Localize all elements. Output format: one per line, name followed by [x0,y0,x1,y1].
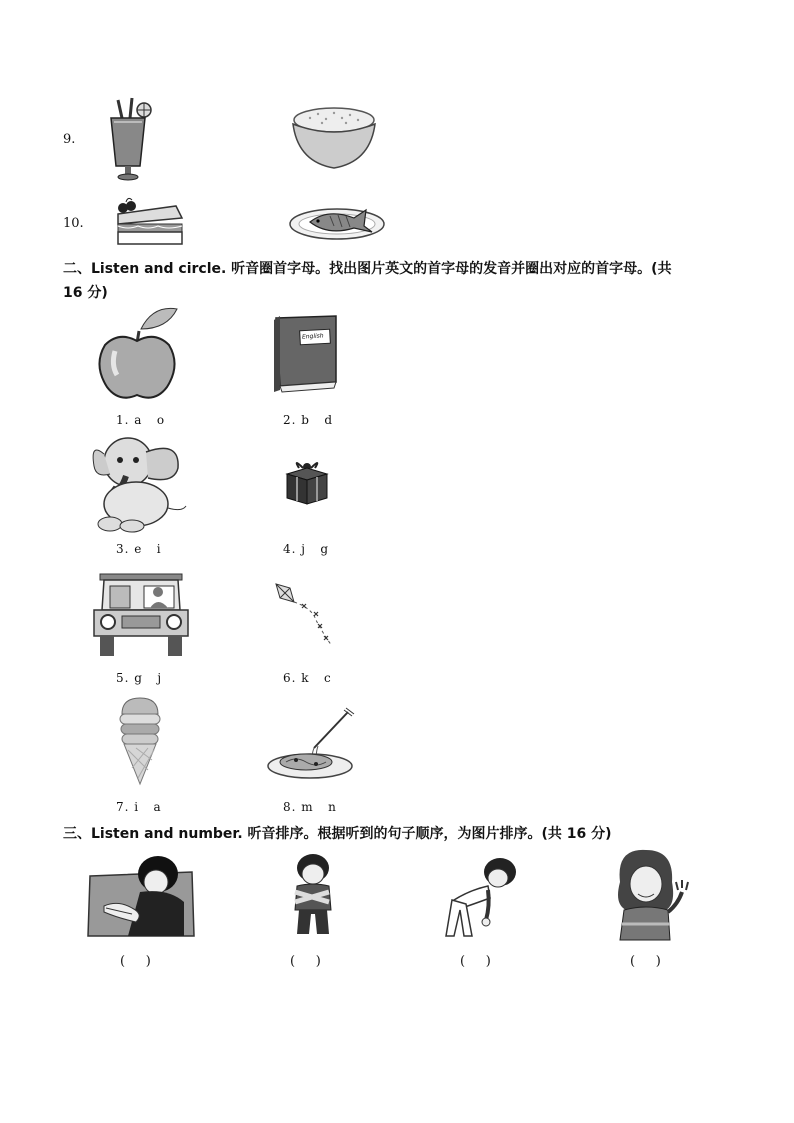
caption-item-8: 8. m n [283,800,337,814]
bowl-of-rice-icon [290,106,378,172]
answer-blank-3[interactable]: ( ) [460,954,491,969]
item-number-10: 10. [63,216,84,231]
caption-item-5: 5. g j [116,671,163,685]
juice-drink-icon [108,98,158,182]
book-icon [270,314,342,394]
answer-blank-4[interactable]: ( ) [630,954,661,969]
gift-icon [283,458,331,506]
caption-item-4: 4. j g [283,542,330,556]
kite-icon [272,580,340,650]
caption-item-7: 7. i a [116,800,162,814]
section3-heading: 三、Listen and number. 听音排序。根据听到的句子顺序，为图片排序。(共 16 分) [63,826,612,842]
caption-item-3: 3. e i [116,542,162,556]
book-label: English [301,332,324,341]
apple-icon [97,305,179,403]
caption-item-2: 2. b d [283,413,334,427]
cake-slice-icon [114,196,184,248]
answer-blank-1[interactable]: ( ) [120,954,151,969]
boy-bending-over-icon [440,856,524,938]
section2-heading-line2: 16 分) [63,285,108,301]
item-number-9: 9. [63,132,76,147]
elephant-icon [90,432,190,532]
noodles-icon [266,708,354,782]
answer-blank-2[interactable]: ( ) [290,954,321,969]
boy-arms-crossed-icon [287,854,339,936]
jeep-icon [92,570,190,658]
section2-heading-line1: 二、Listen and circle. 听音圈首字母。找出图片英文的首字母的发音并圈出对应的首字母。(共 [63,261,672,277]
caption-item-1: 1. a o [116,413,166,427]
caption-item-6: 6. k c [283,671,332,685]
boy-drawing-icon [88,852,198,938]
ice-cream-icon [118,698,162,786]
girl-waving-icon [612,848,692,942]
fish-on-plate-icon [288,202,386,242]
